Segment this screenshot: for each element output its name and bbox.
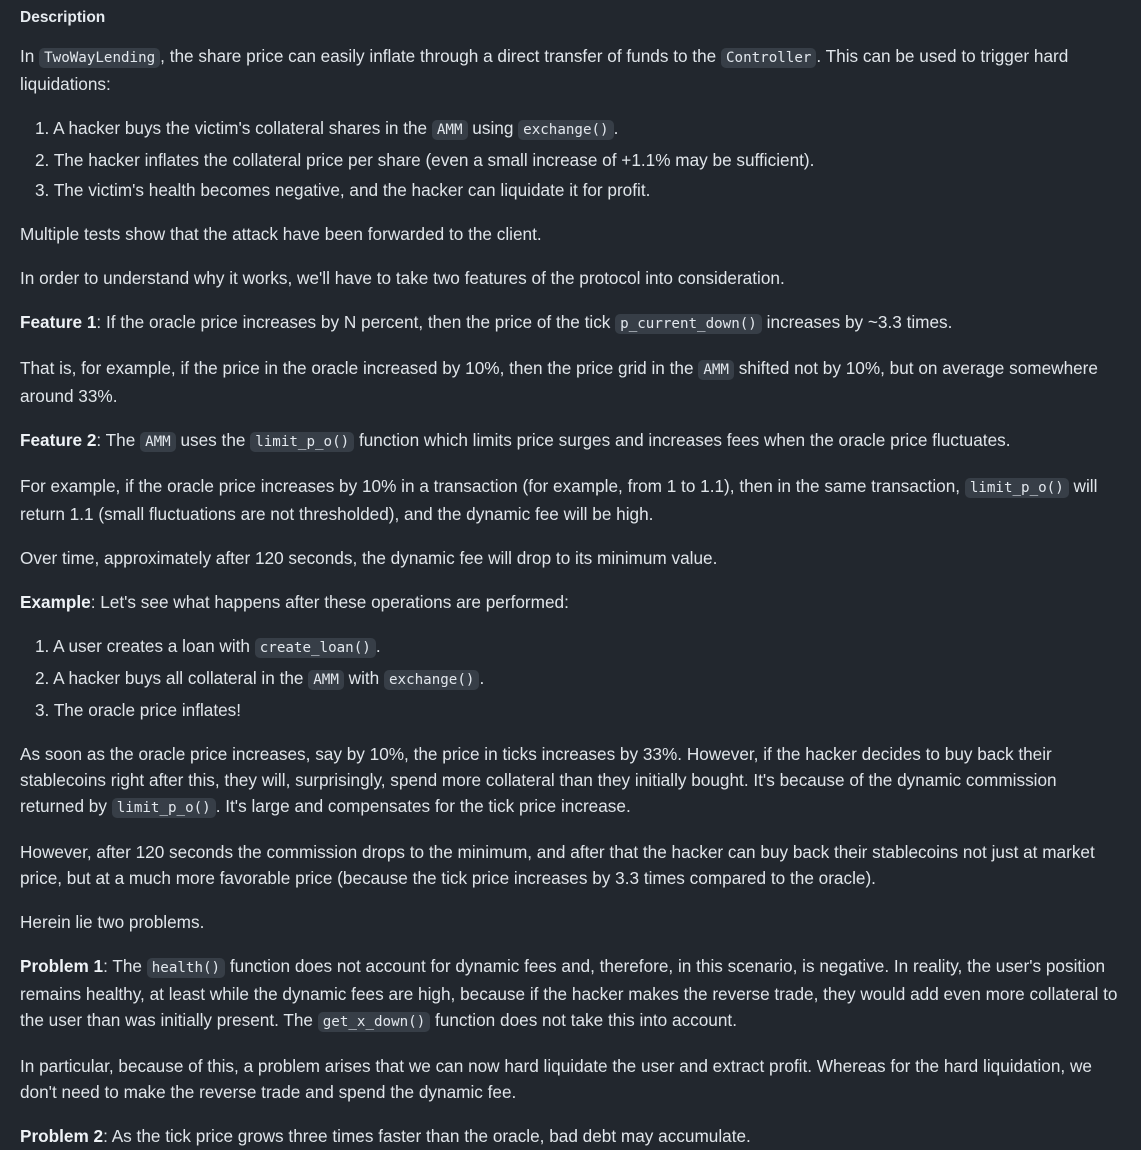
list-text: The hacker inflates the collateral price per share (even a small increase of +1.1% may be sufficient). — [53, 150, 815, 170]
example-label: Example — [20, 592, 91, 612]
code-limit-p-o: limit_p_o() — [965, 478, 1069, 498]
code-health: health() — [147, 958, 225, 978]
code-get-x-down: get_x_down() — [318, 1012, 431, 1032]
list-text: A user creates a loan with — [53, 636, 255, 656]
list-item — [35, 697, 1121, 723]
list-text: . — [613, 118, 619, 138]
intro-text-3: . This can be used to trigger hard liquidations: — [20, 46, 1069, 94]
problem-2-text: : As the tick price grows three times faster than the oracle, bad debt may accumulate. — [103, 1126, 751, 1146]
code-limit-p-o: limit_p_o() — [112, 798, 216, 818]
intro-paragraph — [20, 43, 1121, 97]
list-number: 3. — [35, 700, 54, 720]
over-time-paragraph: Over time, approximately after 120 seconds, the dynamic fee will drop to its minimum value. — [20, 548, 718, 568]
that-is-text-2: shifted not by 10%, but on average somewhere around 33%. — [20, 358, 1098, 406]
list-text: . — [375, 636, 381, 656]
feature-2-text-3: function which limits price surges and increases fees when the oracle price fluctuates. — [354, 430, 1011, 450]
feature-2-text-1: : The — [96, 430, 141, 450]
code-amm: AMM — [432, 120, 468, 140]
code-controller: Controller — [721, 48, 816, 68]
problem-1-text-2: function does not account for dynamic fees and, therefore, in this scenario, is negative. In reality, the user's position remains healthy, at least while the dynamic fees are high, because if the hacker makes the reverse trade, they would add even more collateral to the user than was initially present. The — [20, 956, 1118, 1030]
list-item — [35, 177, 1121, 203]
feature-2-label: Feature 2 — [20, 430, 97, 450]
problem-2-paragraph — [20, 1123, 1121, 1149]
list-text: The oracle price inflates! — [53, 700, 242, 720]
problem-1-label: Problem 1 — [20, 956, 104, 976]
intro-text-2: , the share price can easily inflate through a direct transfer of funds to the — [160, 46, 721, 66]
list-text: A hacker buys all collateral in the — [53, 668, 309, 688]
list-number: 1. — [35, 636, 54, 656]
code-p-current-down: p_current_down() — [615, 314, 762, 334]
for-example-text-2: will return 1.1 (small fluctuations are not thresholded), and the dynamic fee will be high. — [20, 476, 1098, 524]
intro-text-1: In — [20, 46, 40, 66]
list-item — [35, 147, 1121, 173]
however-paragraph: However, after 120 seconds the commission drops to the minimum, and after that the hacker can buy back their stablecoins not just at market price, but at a much more favorable price (because the tick price increases by 3.3 times compared to the oracle). — [20, 842, 1095, 888]
list-text: A hacker buys the victim's collateral shares in the — [53, 118, 432, 138]
feature-1-text-2: increases by ~3.3 times. — [761, 312, 953, 332]
list-item — [35, 633, 1121, 661]
list-item — [35, 665, 1121, 693]
feature-1-text-1: : If the oracle price increases by N percent, then the price of the tick — [96, 312, 616, 332]
problem-1-text-1: : The — [103, 956, 147, 976]
tests-paragraph: Multiple tests show that the attack have been forwarded to the client. — [20, 224, 542, 244]
list-text: with — [343, 668, 385, 688]
example-paragraph — [20, 589, 1121, 615]
code-twowaylending: TwoWayLending — [39, 48, 160, 68]
in-particular-paragraph: In particular, because of this, a problem arises that we can now hard liquidate the user and extract profit. Whereas for the hard liquidation, we don't need to make the reverse trade and spend the dynamic fee. — [20, 1056, 1092, 1102]
code-exchange: exchange() — [518, 120, 613, 140]
that-is-text-1: That is, for example, if the price in the oracle increased by 10%, then the price grid in the — [20, 358, 699, 378]
problem-1-text-3: function does not take this into account. — [430, 1010, 737, 1030]
list-number: 2. — [35, 668, 54, 688]
for-example-text-1: For example, if the oracle price increases by 10% in a transaction (for example, from 1 to 1.1), then in the same transaction, — [20, 476, 965, 496]
as-soon-text-2: . It's large and compensates for the tick price increase. — [215, 796, 631, 816]
list-number: 3. — [35, 180, 54, 200]
feature-1-label: Feature 1 — [20, 312, 97, 332]
section-heading: Description — [20, 9, 106, 26]
code-limit-p-o: limit_p_o() — [250, 432, 354, 452]
herein-paragraph: Herein lie two problems. — [20, 912, 205, 932]
problem-1-paragraph — [20, 953, 1121, 1035]
feature-2-paragraph — [20, 427, 1121, 455]
problem-2-label: Problem 2 — [20, 1126, 104, 1146]
for-example-paragraph — [20, 473, 1121, 527]
list-text: . — [479, 668, 485, 688]
code-amm: AMM — [698, 360, 734, 380]
that-is-paragraph — [20, 355, 1121, 409]
example-text: : Let's see what happens after these operations are performed: — [90, 592, 569, 612]
list-item — [35, 115, 1121, 143]
code-amm: AMM — [140, 432, 176, 452]
list-text: The victim's health becomes negative, and the hacker can liquidate it for profit. — [53, 180, 651, 200]
feature-1-paragraph — [20, 309, 1121, 337]
code-create-loan: create_loan() — [255, 638, 376, 658]
example-steps-list — [20, 633, 1121, 723]
code-exchange: exchange() — [384, 670, 479, 690]
feature-2-text-2: uses the — [175, 430, 251, 450]
list-number: 2. — [35, 150, 54, 170]
attack-steps-list — [20, 115, 1121, 203]
as-soon-text-1: As soon as the oracle price increases, say by 10%, the price in ticks increases by 33%. However, if the hacker decides to buy back their stablecoins right after this, they will, surprisingly, spend more collateral than they initially bought. It's because of the dynamic commission returned by — [20, 744, 1057, 816]
as-soon-paragraph — [20, 741, 1121, 821]
list-number: 1. — [35, 118, 54, 138]
understand-paragraph: In order to understand why it works, we'll have to take two features of the protocol into consideration. — [20, 268, 785, 288]
code-amm: AMM — [308, 670, 344, 690]
list-text: using — [467, 118, 519, 138]
